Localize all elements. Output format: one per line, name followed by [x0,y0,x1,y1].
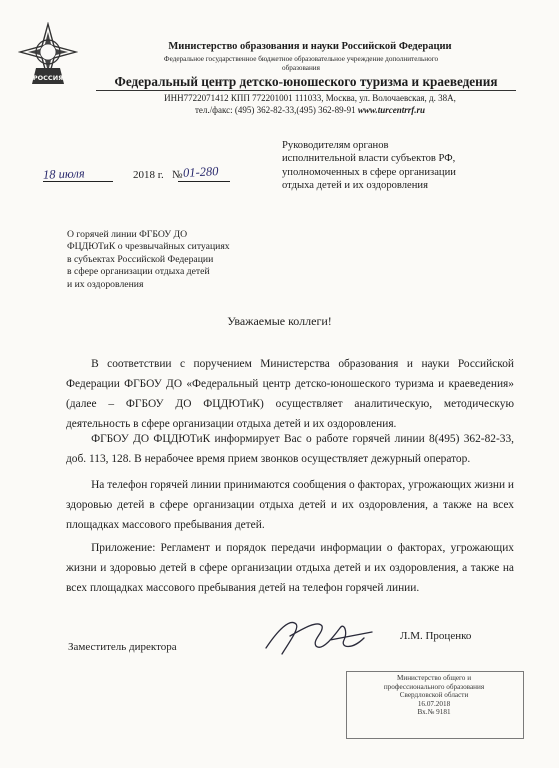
addressee-line: отдыха детей и их оздоровления [282,180,428,192]
header-phone: тел./факс: (495) 362-82-33,(495) 362-89-91 [194,105,356,115]
stamp-line: профессионального образования [383,682,485,691]
subject-line: в сфере организации отдыха детей [67,266,210,278]
header-address: ИНН7722071412 КПП 772201001 111033, Москва, ул. Волочаевская, д. 38А, [164,93,456,103]
ministry-name: Министерство образования и науки Российской Федерации [168,41,452,52]
body-paragraph-1 [66,354,514,434]
header-contacts [130,105,490,115]
year-text: 2018 г. [133,169,164,181]
reference-year [133,169,183,181]
paragraph-text: В соответствии с поручением Министерства образования и науки Российской Федерации ФГБОУ ДО «Федеральный центр детско-юношеского туризма и краеведения» (далее – ФГБОУ ДО ФЦДЮТиК) осуществляет аналитическую, методическую деятельность в сфере организации отдыха детей и их оздоровления. [66,358,514,430]
stamp-line: Свердловской области [399,691,469,700]
paragraph-text: Приложение: Регламент и порядок передачи информации о факторах, угрожающих жизни и здоровью детей в сфере организации отдыха детей и их оздоровления, а также на всех площадках массового пребывания детей на телефон горячей линии. [66,542,514,594]
rossiya-compass-emblem-icon [18,22,78,96]
number-underline [178,181,230,182]
center-name: Федеральный центр детско-юношеского туризма и краеведения [114,74,498,89]
stamp-line: Вх.№ 9181 [417,708,451,717]
ministry-logo [18,22,78,96]
body-paragraph-3 [66,475,514,535]
registration-stamp-text [346,674,522,717]
body-paragraph-4 [66,538,514,598]
subject-line: и их оздоровления [67,278,144,290]
handwritten-number: 01-280 [182,164,219,180]
greeting: Уважаемые коллеги! [227,314,332,328]
signatory-title: Заместитель директора [68,641,177,653]
institution-line-2: образования [282,64,320,72]
body-paragraph-2 [66,429,514,469]
handwritten-date: 18 июля [42,166,85,182]
date-underline [43,181,113,182]
stamp-line: Министерство общего и [396,674,472,682]
subject-line: в субъектах Российской Федерации [67,253,214,265]
addressee-line: исполнительной власти субъектов РФ, [282,153,456,165]
subject-block [67,229,297,291]
header-divider [96,90,516,91]
addressee-line: уполномоченных в сфере организации [282,166,456,178]
paragraph-text: ФГБОУ ДО ФЦДЮТиК информирует Вас о работе горячей линии 8(495) 362-82-33, доб. 113, 128. В нерабочее время прием звонков осуществляет дежурный оператор. [66,433,514,465]
logo-text: РОССИЯ [32,74,64,82]
subject-line: ФЦДЮТиК о чрезвычайных ситуациях [67,241,230,253]
institution-type [86,55,516,73]
header-website: www.turcentrrf.ru [357,105,426,115]
stamp-line: 16.07.2018 [417,699,451,708]
paragraph-text: На телефон горячей линии принимаются сообщения о факторах, угрожающих жизни и здоровью детей в сфере организации отдыха детей и их оздоровления, а также на всех площадках массового пребывания детей. [66,479,514,531]
number-label: № [172,169,183,181]
subject-line: О горячей линии ФГБОУ ДО [67,229,188,240]
institution-line-1: Федеральное государственное бюджетное образовательное учреждение дополнительного [163,55,439,63]
addressee-block [282,139,522,193]
handwritten-signature [260,610,380,660]
addressee-line: Руководителям органов [282,140,389,151]
signatory-name: Л.М. Проценко [400,630,472,642]
